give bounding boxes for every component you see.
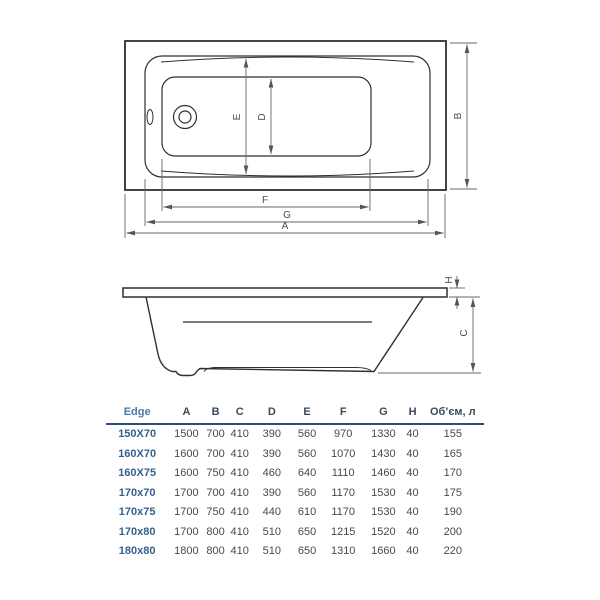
dim-label-H: H bbox=[444, 276, 455, 284]
table-cell: 560 bbox=[297, 428, 317, 440]
table-cell: 750 bbox=[206, 506, 225, 518]
table-cell: 1600 bbox=[174, 447, 199, 460]
table-cell: 1310 bbox=[330, 545, 356, 557]
table-cell: 1700 bbox=[174, 525, 199, 538]
table-cell: 40 bbox=[406, 525, 419, 538]
column-header-F: F bbox=[323, 402, 363, 424]
table-cell: 1110 bbox=[331, 467, 355, 479]
table-row bbox=[106, 424, 484, 445]
dim-label-D: D bbox=[257, 113, 268, 121]
table-cell: 1170 bbox=[331, 486, 356, 499]
table-cell: 175 bbox=[443, 486, 462, 499]
model-cell: 170x75 bbox=[118, 506, 156, 518]
table-row bbox=[106, 484, 484, 504]
table-row bbox=[106, 464, 484, 484]
table-cell: 1070 bbox=[330, 447, 356, 460]
table-cell: 40 bbox=[406, 506, 419, 518]
table-cell: 410 bbox=[230, 486, 249, 499]
table-cell: 200 bbox=[443, 525, 462, 538]
table-cell: 165 bbox=[443, 447, 462, 460]
dim-label-B: B bbox=[453, 112, 464, 120]
dim-label-A: A bbox=[281, 221, 289, 232]
table-cell: 390 bbox=[262, 447, 282, 460]
table-cell: 190 bbox=[443, 506, 462, 518]
table-cell: 1460 bbox=[371, 467, 396, 479]
column-header-C: C bbox=[227, 402, 253, 424]
table-cell: 1600 bbox=[174, 467, 199, 479]
model-cell: 160X75 bbox=[118, 467, 157, 479]
table-cell: 40 bbox=[406, 467, 419, 479]
dimensions-table bbox=[106, 402, 484, 562]
table-cell: 460 bbox=[262, 467, 282, 479]
model-cell: 160X70 bbox=[118, 447, 157, 460]
table-cell: 40 bbox=[406, 486, 419, 499]
table-row bbox=[106, 503, 484, 523]
dimensions-table-wrap bbox=[106, 402, 486, 562]
column-header-A: A bbox=[168, 402, 204, 424]
table-cell: 970 bbox=[334, 428, 353, 440]
table-cell: 390 bbox=[262, 486, 282, 499]
dim-label-F: F bbox=[261, 195, 269, 206]
table-row bbox=[106, 542, 484, 562]
table-cell: 440 bbox=[262, 506, 282, 518]
model-cell: 170x70 bbox=[118, 486, 156, 499]
table-cell: 800 bbox=[206, 545, 225, 557]
table-cell: 390 bbox=[262, 428, 282, 440]
column-header-B: B bbox=[205, 402, 227, 424]
dim-label-E: E bbox=[232, 113, 243, 121]
column-header-G: G bbox=[363, 402, 403, 424]
table-cell: 410 bbox=[230, 545, 249, 557]
model-cell: 150X70 bbox=[118, 428, 157, 440]
tub-side-body bbox=[146, 297, 423, 376]
table-cell: 650 bbox=[297, 525, 317, 538]
tub-top-view bbox=[125, 41, 446, 190]
table-cell: 220 bbox=[443, 545, 462, 557]
table-cell: 1700 bbox=[174, 506, 199, 518]
table-cell: 610 bbox=[297, 506, 317, 518]
table-cell: 1530 bbox=[371, 486, 396, 499]
table-cell: 1330 bbox=[371, 428, 396, 440]
table-cell: 410 bbox=[230, 467, 249, 479]
column-header-model: Edge bbox=[106, 402, 168, 424]
table-header-row bbox=[106, 402, 484, 424]
tub-side-rim bbox=[123, 288, 447, 297]
table-cell: 1500 bbox=[174, 428, 199, 440]
table-cell: 170 bbox=[443, 467, 462, 479]
table-cell: 700 bbox=[206, 428, 225, 440]
table-cell: 560 bbox=[297, 447, 317, 460]
table-cell: 40 bbox=[406, 428, 419, 440]
table-cell: 410 bbox=[230, 506, 249, 518]
table-cell: 410 bbox=[230, 447, 249, 460]
table-cell: 40 bbox=[406, 447, 419, 460]
table-cell: 750 bbox=[206, 467, 225, 479]
model-cell: 180x80 bbox=[118, 545, 156, 557]
table-cell: 650 bbox=[297, 545, 317, 557]
table-cell: 1215 bbox=[330, 525, 356, 538]
table-cell: 1170 bbox=[331, 506, 356, 518]
table-cell: 560 bbox=[297, 486, 317, 499]
table-cell: 700 bbox=[206, 447, 225, 460]
table-cell: 700 bbox=[206, 486, 225, 499]
table-cell: 1430 bbox=[371, 447, 396, 460]
column-header-volume: Об’єм, л bbox=[422, 402, 484, 424]
table-cell: 1520 bbox=[371, 525, 396, 538]
column-header-E: E bbox=[291, 402, 323, 424]
table-cell: 1700 bbox=[174, 486, 199, 499]
table-cell: 1530 bbox=[371, 506, 396, 518]
table-row bbox=[106, 445, 484, 465]
model-cell: 170x80 bbox=[118, 525, 156, 538]
dim-label-C: C bbox=[459, 329, 470, 337]
table-cell: 640 bbox=[297, 467, 317, 479]
table-cell: 510 bbox=[262, 525, 282, 538]
table-cell: 510 bbox=[262, 545, 282, 557]
table-row bbox=[106, 523, 484, 543]
table-cell: 40 bbox=[406, 545, 419, 557]
column-header-H: H bbox=[404, 402, 422, 424]
table-cell: 155 bbox=[443, 428, 462, 440]
dim-label-G: G bbox=[283, 210, 291, 221]
table-cell: 800 bbox=[206, 525, 225, 538]
table-cell: 1800 bbox=[174, 545, 199, 557]
table-cell: 1660 bbox=[371, 545, 396, 557]
tub-side-view bbox=[123, 288, 447, 376]
table-cell: 410 bbox=[230, 525, 249, 538]
column-header-D: D bbox=[253, 402, 291, 424]
table-cell: 410 bbox=[230, 428, 249, 440]
